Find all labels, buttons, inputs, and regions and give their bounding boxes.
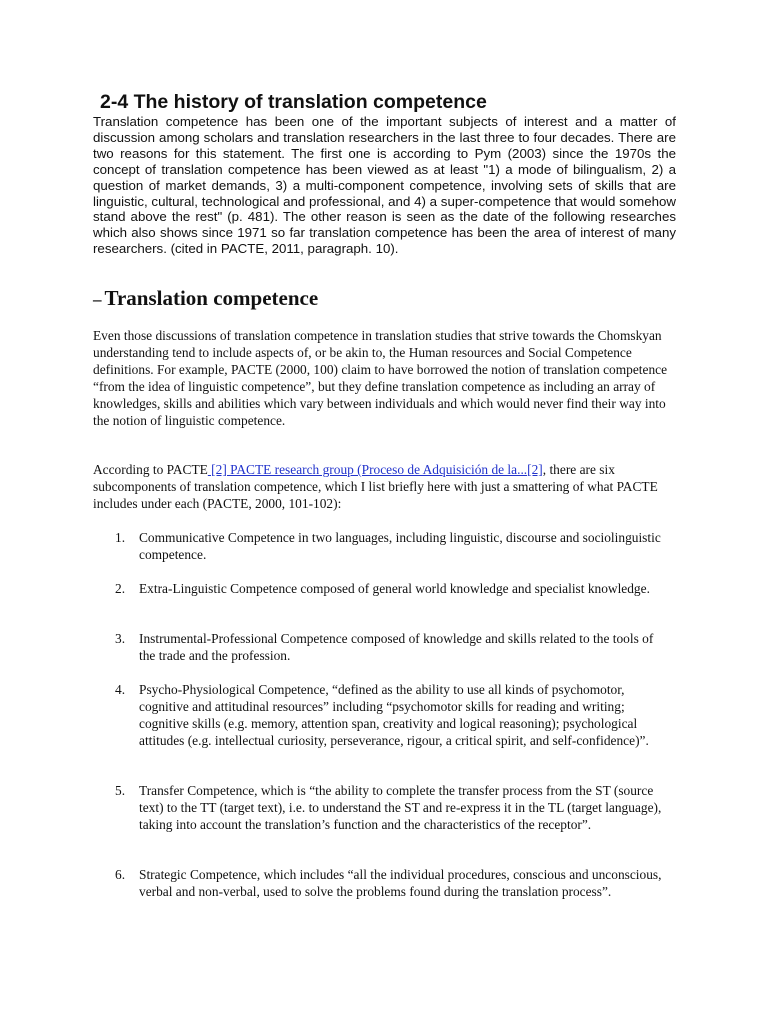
paragraph-text-after-link: , there are six subcomponents of translation competence, which I list briefly here with just a smattering of what PACTE includes under each (PACTE, 2000, 101-102): [93,462,658,511]
body-paragraph-2 [93,462,678,513]
reference-link-pacte-group[interactable]: [2] PACTE research group (Proceso de Adquisición de la... [207,462,528,477]
list-item-number: 2. [115,581,126,596]
list-item [93,530,678,564]
paragraph-text-before-link: According to PACTE [93,462,208,477]
list-item-number: 3. [115,631,126,646]
list-item-number: 5. [115,783,126,798]
list-item-number: 1. [115,530,126,545]
list-item-text: Extra-Linguistic Competence composed of general world knowledge and specialist knowledge. [139,581,650,596]
list-item [93,682,678,750]
list-item [93,783,678,834]
list-item-text: Instrumental-Professional Competence composed of knowledge and skills related to the tools of the trade and the profession. [139,631,654,663]
subsection-heading [93,284,318,314]
intro-paragraph: Translation competence has been one of the important subjects of interest and a matter of discussion among scholars and translation researchers in the last three to four decades. There are two reasons for this statement. The first one is according to Pym (2003) since the 1970s the concept of translation competence has been viewed as at least "1) a mode of bilingualism, 2) a question of market demands, 3) a multi-component competence, involving sets of skills that are linguistic, cultural, technological and professional, and 4) a super-competence that would somehow stand above the rest" (p. 481). The other reason is seen as the date of the following researches which also shows since 1971 so far translation competence has been the area of interest of many researchers. (cited in PACTE, 2011, paragraph. 10). [93,114,676,257]
list-item-text: Transfer Competence, which is “the ability to complete the transfer process from the ST (source text) to the TT (target text), i.e. to understand the ST and re-express it in the TL (target language), taking into account the translation’s function and the characteristics of the receptor”. [139,783,662,832]
list-item-text: Communicative Competence in two languages, including linguistic, discourse and sociolinguistic competence. [139,530,661,562]
reference-link-2[interactable]: [2] [527,462,543,477]
list-item-text: Psycho-Physiological Competence, “defined as the ability to use all kinds of psychomotor, cognitive and attitudinal resources” including “psychomotor skills for reading and writing; cognitive skills (e.g. memory, attention span, creativity and logical reasoning); psychological attitudes (e.g. intellectual curiosity, perseverance, rigour, a critical spirit, and self-confidence)”. [139,682,649,748]
subsection-heading-text: Translation competence [104,286,319,310]
body-paragraph-1: Even those discussions of translation competence in translation studies that strive towards the Chomskyan understanding tend to include aspects of, or be akin to, the Human resources and Social Competence definitions. For example, PACTE (2000, 100) claim to have borrowed the notion of translation competence “from the idea of linguistic competence”, but they define translation competence as including an array of knowledges, skills and abilities which vary between individuals and which would never find their way into the notion of linguistic competence. [93,328,668,428]
list-item-text: Strategic Competence, which includes “all the individual procedures, conscious and unconscious, verbal and non-verbal, used to solve the problems found during the translation process”. [139,867,662,899]
list-item-number: 6. [115,867,126,882]
list-item [93,631,678,665]
heading-dash: – [93,290,102,309]
list-item [93,867,678,901]
section-heading: 2-4 The history of translation competence [100,91,487,113]
list-item-number: 4. [115,682,126,697]
list-item [93,581,678,598]
